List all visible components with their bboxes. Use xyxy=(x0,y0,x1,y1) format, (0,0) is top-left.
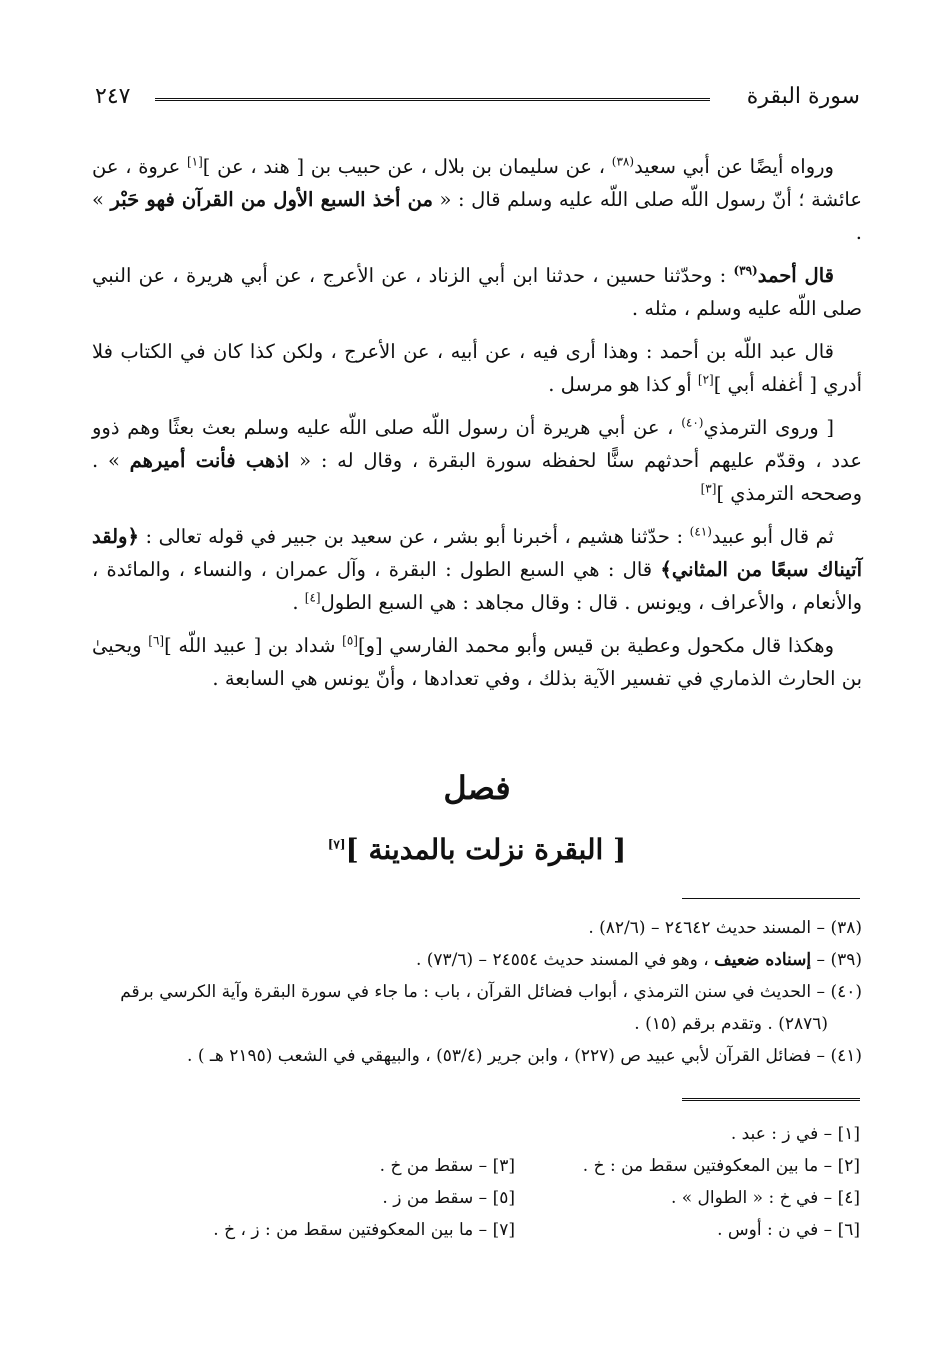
p6-text-b: شداد بن [ عبيد اللّه ] xyxy=(164,634,343,657)
variant-4: [٤] – في خ : « الطوال » . xyxy=(670,1188,860,1208)
footnote-39-text: ، وهو في المسند حديث ٢٤٥٥٤ – (٧٣/٦) . xyxy=(415,950,715,970)
variants-divider xyxy=(682,1098,860,1104)
footnote-39-bold: إسناده ضعيف xyxy=(714,950,812,970)
paragraph-4 xyxy=(92,411,862,510)
p1-text-a: ورواه أيضًا عن أبي سعيد xyxy=(634,155,834,178)
p6-text-a: وهكذا قال مكحول وعطية بن قيس وأبو محمد الفارسي [و] xyxy=(357,634,834,657)
p4-text-a: [ وروى الترمذي xyxy=(703,416,835,439)
paragraph-2 xyxy=(92,259,862,325)
p1-text-c: عروة ، عن عائشة ؛ أنّ رسول اللّه صلى اللّه عليه وسلم قال : « xyxy=(92,155,862,211)
footnote-41: (٤١) – فضائل القرآن لأبي عبيد ص (٢٢٧) ، وابن جرير (٥٣/٤) ، والبيهقي في الشعب (٢١٩٥ هـ ) . xyxy=(187,1046,862,1066)
quran-verse: ﴿ولقد آتيناك سبعًا من المثاني﴾ xyxy=(92,525,863,581)
p3-text-a: قال عبد اللّه بن أحمد : وهذا أرى فيه ، عن أبيه ، عن الأعرج ، ولكن كذا كان في الكتاب فلا أدري [ أغفله أبي ] xyxy=(92,340,862,396)
header-rule xyxy=(155,98,710,104)
p2-text: : وحدّثنا حسين ، حدثنا ابن أبي الزناد ، عن الأعرج ، عن أبي هريرة ، عن النبي صلى اللّه عليه وسلم ، مثله . xyxy=(92,264,862,320)
footnote-ref-41: (٤١) xyxy=(689,524,712,539)
variant-5: [٥] – سقط من ز . xyxy=(382,1188,515,1208)
p5-text-a: ثم قال أبو عبيد xyxy=(711,525,834,548)
paragraph-5 xyxy=(92,520,862,619)
p5-text-b: : حدّثنا هشيم ، أخبرنا أبو بشر ، عن سعيد بن جبير في قوله تعالى : xyxy=(138,525,690,548)
variant-ref-3: [٣] xyxy=(700,481,717,496)
variant-ref-1: [١] xyxy=(186,154,203,169)
variant-ref-2: [٢] xyxy=(697,372,714,387)
page-number: ٢٤٧ xyxy=(95,84,131,109)
variant-row xyxy=(100,1150,860,1182)
footnote-40-line2: (٢٨٧٦) . وتقدم برقم (١٥) . xyxy=(634,1014,828,1034)
manuscript-variants xyxy=(100,1118,860,1246)
footnote-40-line1: (٤٠) – الحديث في سنن الترمذي ، أبواب فضائل القرآن ، باب : ما جاء في سورة البقرة وآية الكرسي برقم xyxy=(120,982,862,1002)
paragraph-1 xyxy=(92,150,862,249)
p4-text-c: » . وصححه الترمذي ] xyxy=(92,449,862,505)
footnote-ref-39: (٣٩) xyxy=(733,263,758,278)
paragraph-6 xyxy=(92,629,862,695)
variant-3: [٣] – سقط من خ . xyxy=(379,1156,515,1176)
p5-text-c: قال : هي السبع الطول : البقرة ، وآل عمران ، والنساء ، والمائدة ، والأنعام ، والأعراف ، ويونس . قال : وقال مجاهد : هي السبع الطول xyxy=(92,558,862,614)
p5-text-d: . xyxy=(292,591,305,614)
footnote-39-num: (٣٩) – xyxy=(811,950,862,970)
footnote-38: (٣٨) – المسند حديث ٢٤٦٤٢ – (٨٢/٦) . xyxy=(588,918,862,938)
variant-7: [٧] – ما بين المعكوفتين سقط من : ز ، خ . xyxy=(213,1220,515,1240)
footnote-ref-40: (٤٠) xyxy=(681,415,704,430)
variant-2: [٢] – ما بين المعكوفتين سقط من : خ . xyxy=(582,1156,860,1176)
chapter-heading-block xyxy=(92,768,862,870)
variant-row xyxy=(100,1118,860,1150)
variant-ref-7: [٧] xyxy=(327,837,346,852)
main-text xyxy=(92,150,862,705)
hadith-quote-2: اذهب فأنت أميرهم xyxy=(129,449,290,472)
footnote-40 xyxy=(92,976,862,1040)
p3-text-b: أو كذا هو مرسل . xyxy=(548,373,698,396)
chapter-subtitle xyxy=(92,830,862,870)
footnote-39 xyxy=(92,944,862,976)
footnote-ref-38: (٣٨) xyxy=(611,154,635,169)
surah-title: سورة البقرة xyxy=(746,84,860,109)
variant-ref-6: [٦] xyxy=(148,633,165,648)
p6-text-c: ويحيىٰ بن الحارث الذماري في تفسير الآية بذلك ، وفي تعدادها ، وأنّ يونس هي السابعة . xyxy=(92,634,862,690)
variant-6: [٦] – في ن : أوس . xyxy=(717,1220,860,1240)
variant-ref-5: [٥] xyxy=(342,633,358,648)
p1-end: » . xyxy=(92,188,862,244)
variant-row xyxy=(100,1214,860,1246)
footnotes-divider xyxy=(682,898,860,899)
chapter-heading: فصل xyxy=(443,769,511,807)
p2-lead: قال أحمد xyxy=(757,264,834,287)
variant-row xyxy=(100,1182,860,1214)
p4-text-b: ، عن أبي هريرة أن رسول اللّه صلى اللّه عليه وسلم بعث بعثًا وهم ذوو عدد ، وقدّم عليهم أحدثهم سنًّا لحفظه سورة البقرة ، وقال له : « xyxy=(92,416,862,472)
chapter-subtitle-text: [ البقرة نزلت بالمدينة ] xyxy=(345,833,627,866)
paragraph-3 xyxy=(92,335,862,401)
hadith-quote-1: من أخذ السبع الأول من القرآن فهو حَبْر xyxy=(110,188,433,211)
footnotes xyxy=(92,912,862,1072)
p1-text-b: ، عن سليمان بن بلال ، عن حبيب بن [ هند ، عن ] xyxy=(202,155,612,178)
variant-ref-4: [٤] xyxy=(304,590,321,605)
variant-1: [١] – في ز : عبد . xyxy=(730,1124,860,1144)
page-header xyxy=(95,84,860,114)
